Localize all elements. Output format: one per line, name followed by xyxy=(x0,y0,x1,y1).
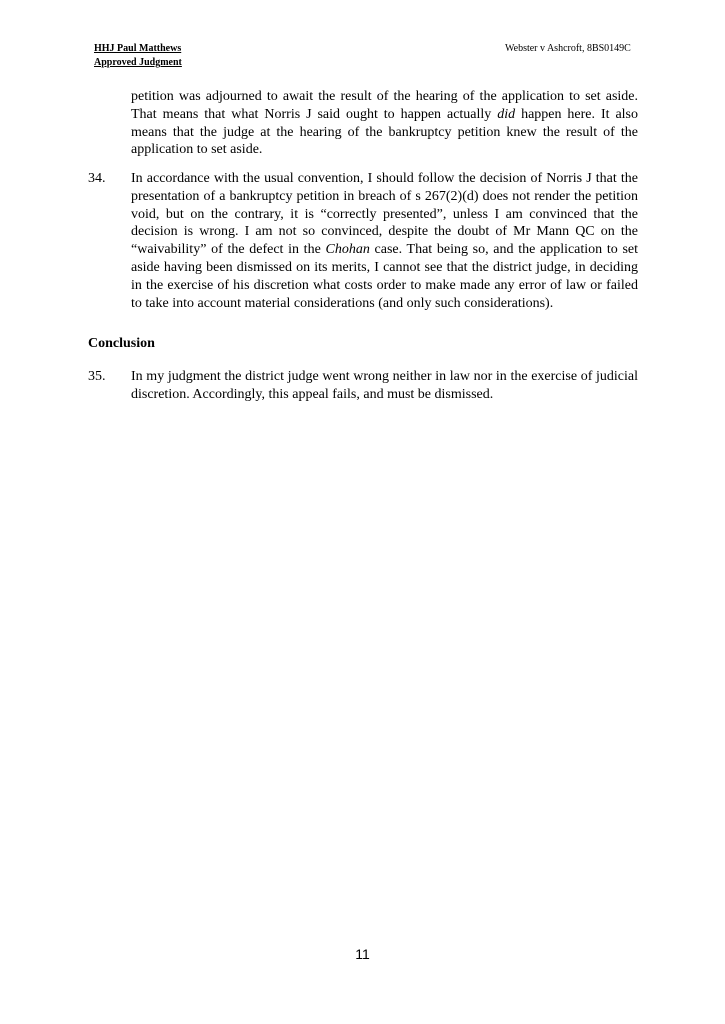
paragraph-34-text-1: In accordance with the usual convention, I should follow the decision of Norris J that the presentation of a bankruptcy petition in breach of s 267(2)(d) does not render the petition void, but on the contrary, it is “correctly presented”, unless I am convinced that the decision is wrong. I am not so convinced, despite the doubt of Mr Mann QC on the “waivability” of the defect in the xyxy=(131,171,638,258)
paragraph-number: 34. xyxy=(88,171,106,186)
paragraph-text xyxy=(131,170,638,312)
paragraph-34 xyxy=(88,170,638,312)
paragraph-34-text-2: case. That being so, and the application to set aside having been dismissed on its merits, I cannot see that the district judge, in deciding in the exercise of his discretion what costs order to make made any error of law or failed to take into account material considerations (and only such considerations). xyxy=(131,242,638,311)
paragraph-33-continuation xyxy=(88,88,638,159)
case-reference: Webster v Ashcroft, 8BS0149C xyxy=(505,43,631,54)
header-left xyxy=(94,42,182,70)
case-name-chohan: Chohan xyxy=(325,242,370,258)
paragraph-35 xyxy=(88,368,638,404)
emphasis-did: did xyxy=(497,106,516,122)
judgment-status: Approved Judgment xyxy=(94,57,182,68)
continuation-text-2: happen here. It also means that the judge at the hearing of the bankruptcy petition knew the result of the application to set aside. xyxy=(131,106,638,158)
page-number: 11 xyxy=(355,946,370,962)
paragraph-text: In my judgment the district judge went wrong neither in law nor in the exercise of judicial discretion. Accordingly, this appeal fails, and must be dismissed. xyxy=(131,369,638,402)
paragraph-number: 35. xyxy=(88,369,106,384)
continuation-text-1: petition was adjourned to await the result of the hearing of the application to set aside. That means that what Norris J said ought to happen actually xyxy=(131,89,638,122)
judge-name: HHJ Paul Matthews xyxy=(94,43,182,54)
section-heading: Conclusion xyxy=(88,336,155,351)
